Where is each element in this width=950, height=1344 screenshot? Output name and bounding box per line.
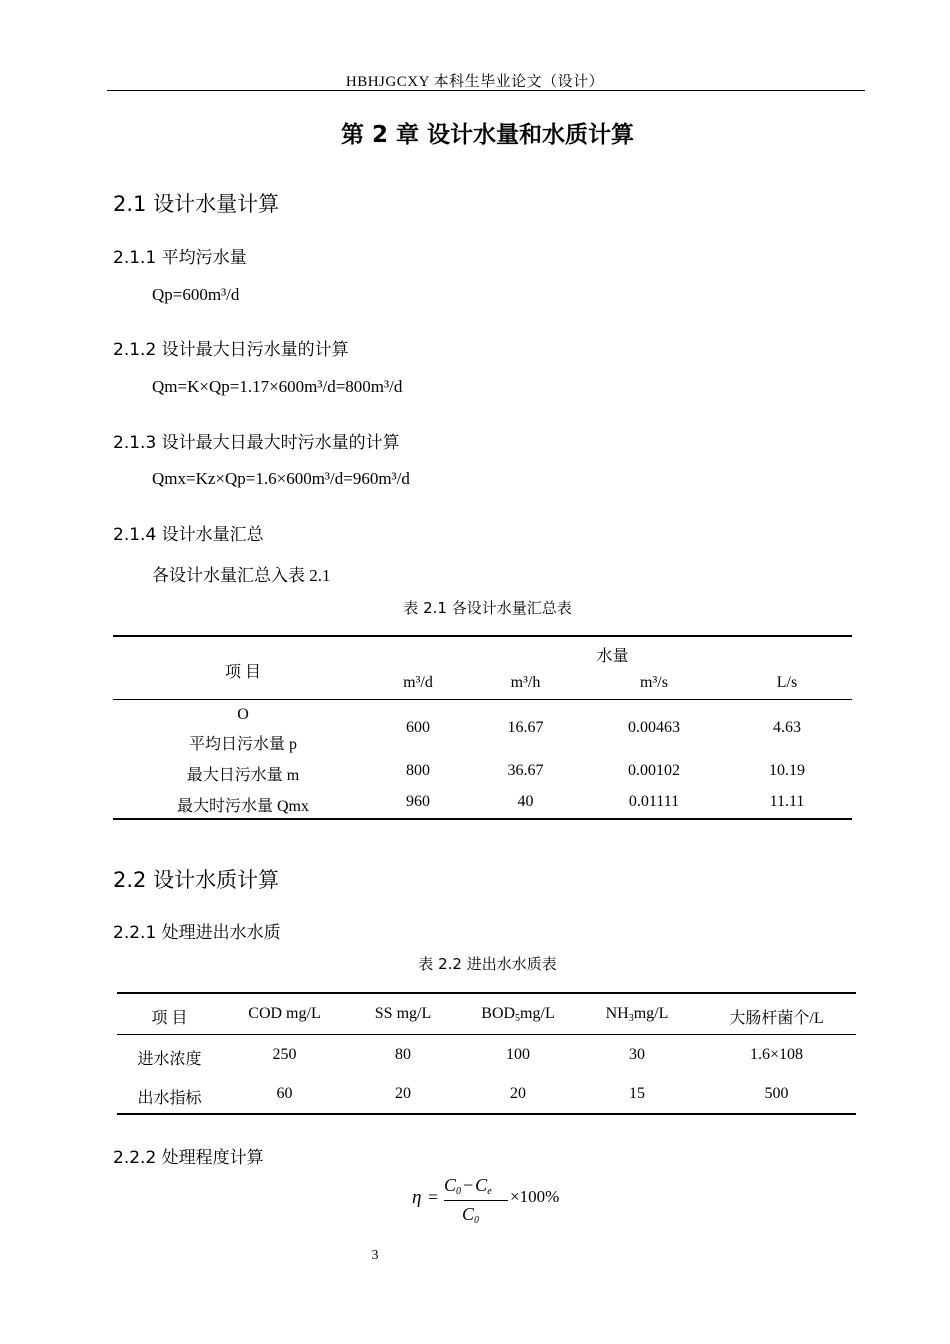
table-cell: 36.67 <box>507 762 544 779</box>
row-name-line2: 平均日污水量 p <box>188 736 297 753</box>
table-1-top-rule <box>113 635 852 637</box>
table-cell: 250 <box>272 1046 297 1063</box>
table-2-top-rule <box>117 992 856 994</box>
section-2-1-3-title: 2.1.3 设计最大日最大时污水量的计算 <box>113 433 400 453</box>
table-cell: 0.01111 <box>628 793 680 810</box>
table-2-header-coli: 大肠杆菌个/L <box>729 1010 824 1027</box>
formula-percent: ×100% <box>510 1187 560 1206</box>
table-cell: 80 <box>395 1046 411 1063</box>
section-2-1-1-title: 2.1.1 平均污水量 <box>113 248 247 268</box>
summary-text: 各设计水量汇总入表 2.1 <box>152 566 331 585</box>
table-cell: 16.67 <box>507 719 544 736</box>
efficiency-formula <box>410 1173 580 1233</box>
table-cell: 10.19 <box>769 762 805 779</box>
row-name: 最大日污水量 m <box>186 767 300 784</box>
table-cell: 800 <box>406 762 430 779</box>
table-1-item-header: 项 目 <box>224 664 261 681</box>
table-cell: 600 <box>406 719 430 736</box>
section-2-1-4-title: 2.1.4 设计水量汇总 <box>113 525 264 545</box>
table-1-unit: m³/s <box>640 674 668 691</box>
section-2-2-1-title: 2.2.1 处理进出水水质 <box>113 923 281 943</box>
table-2-header-bod: $BOD_5mg/L$ <box>481 1005 555 1024</box>
table-1-unit: m³/h <box>510 674 541 691</box>
header-rule <box>107 90 865 91</box>
row-name: 出水指标 <box>137 1090 202 1107</box>
table-1-unit: L/s <box>776 674 798 691</box>
page-header: HBHJGCXY 本科生毕业论文（设计） <box>345 74 605 90</box>
table-2-bottom-rule <box>117 1113 856 1115</box>
row-name-line1: O <box>237 706 249 723</box>
table-1-header-rule <box>113 699 852 700</box>
section-2-1-title: 2.1 设计水量计算 <box>113 192 280 216</box>
fraction-bar <box>444 1200 508 1201</box>
table-1-bottom-rule <box>113 818 852 820</box>
table-cell: 15 <box>629 1085 645 1102</box>
formula-eta: η <box>412 1187 422 1208</box>
table-cell: 20 <box>395 1085 411 1102</box>
table-cell: 30 <box>629 1046 645 1063</box>
formula-equals: = <box>428 1187 439 1207</box>
table-cell: 100 <box>506 1046 530 1063</box>
table-2-header-item: 项 目 <box>151 1010 188 1027</box>
table-cell: 960 <box>406 793 430 810</box>
table-cell: 0.00463 <box>628 719 680 736</box>
section-2-2-title: 2.2 设计水质计算 <box>113 868 280 892</box>
formula-qm: Qm=K×Qp=1.17×600m³/d=800m³/d <box>152 377 403 396</box>
table-cell: 20 <box>510 1085 526 1102</box>
section-2-2-2-title: 2.2.2 处理程度计算 <box>113 1148 264 1168</box>
table-2-header-rule <box>117 1034 856 1035</box>
table-1-group-header: 水量 <box>596 648 629 665</box>
table-cell: 40 <box>517 793 534 810</box>
formula-numerator: $C_0 - C_e$ <box>444 1175 492 1197</box>
table-cell: 60 <box>276 1085 293 1102</box>
table-cell: 0.00102 <box>628 762 680 779</box>
table-2-header-cod: COD mg/L <box>248 1005 321 1022</box>
table-2-header-ss: SS mg/L <box>374 1005 432 1022</box>
table-2-header-nh3: $NH_3mg/L$ <box>605 1005 669 1024</box>
table-1-unit: m³/d <box>403 674 433 691</box>
row-name: 进水浓度 <box>137 1051 202 1068</box>
table-cell: 4.63 <box>773 719 801 736</box>
formula-qmx: Qmx=Kz×Qp=1.6×600m³/d=960m³/d <box>152 469 410 488</box>
chapter-title: 第 2 章 设计水量和水质计算 <box>340 122 635 148</box>
section-2-1-2-title: 2.1.2 设计最大日污水量的计算 <box>113 340 349 360</box>
row-name: 最大时污水量 Qmx <box>176 798 309 815</box>
formula-denominator: $C_0$ <box>462 1204 480 1226</box>
table-cell: 500 <box>764 1085 789 1102</box>
table-cell: 1.6×108 <box>749 1046 804 1063</box>
table-1-caption: 表 2.1 各设计水量汇总表 <box>403 599 572 617</box>
page-number: 3 <box>371 1248 379 1263</box>
table-cell: 11.11 <box>769 793 805 810</box>
table-2-caption: 表 2.2 进出水水质表 <box>418 955 557 973</box>
formula-qp: Qp=600m³/d <box>152 285 240 304</box>
